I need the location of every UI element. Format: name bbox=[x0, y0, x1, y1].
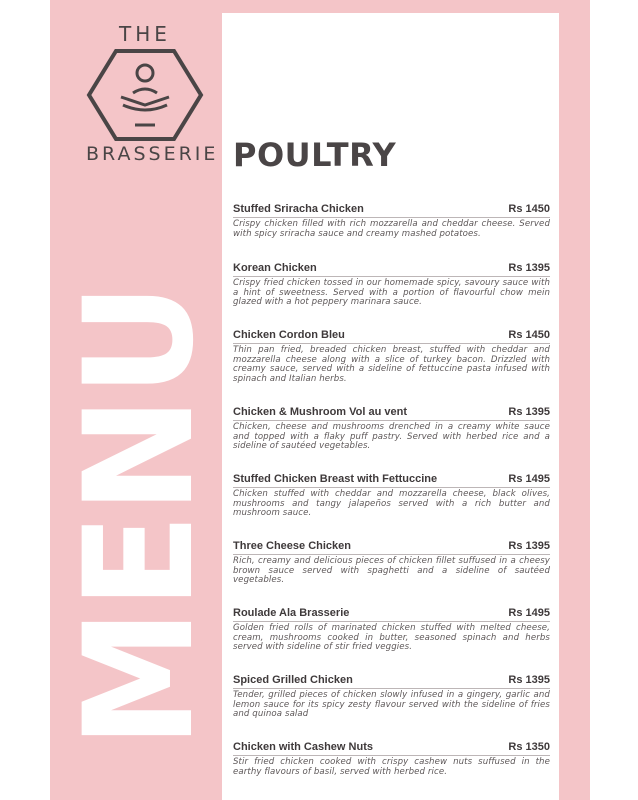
item-price: Rs 1395 bbox=[508, 540, 550, 552]
menu-item bbox=[233, 674, 550, 720]
item-description: Stir fried chicken cooked with crispy cashew nuts suffused in the earthy flavours of basil, served with herbed rice. bbox=[233, 757, 550, 777]
item-price: Rs 1350 bbox=[508, 741, 550, 753]
item-description: Golden fried rolls of marinated chicken stuffed with melted cheese, cream, mushrooms cooked in butter, seasoned spinach and herbs served with sideline of stir fried veggies. bbox=[233, 623, 550, 653]
item-name: Chicken & Mushroom Vol au vent bbox=[233, 406, 407, 418]
menu-word-text: MENU bbox=[53, 248, 227, 748]
item-name: Chicken Cordon Bleu bbox=[233, 329, 345, 341]
menu-item bbox=[233, 540, 550, 586]
item-price: Rs 1450 bbox=[508, 329, 550, 341]
item-name: Stuffed Chicken Breast with Fettuccine bbox=[233, 473, 438, 485]
item-name: Spiced Grilled Chicken bbox=[233, 674, 353, 686]
menu-item bbox=[233, 741, 550, 777]
item-name: Chicken with Cashew Nuts bbox=[233, 741, 373, 753]
item-name: Stuffed Sriracha Chicken bbox=[233, 203, 364, 215]
item-description: Thin pan fried, breaded chicken breast, stuffed with cheddar and mozzarella cheese along with a slice of turkey bacon. Drizzled with creamy sauce, served with a sideline of fettuccine pasta infused with spinach and Italian herbs. bbox=[233, 345, 550, 384]
item-price: Rs 1395 bbox=[508, 262, 550, 274]
brasserie-logo bbox=[86, 18, 219, 168]
section-title: POULTRY bbox=[233, 136, 397, 174]
item-description: Chicken stuffed with cheddar and mozzarella cheese, black olives, mushrooms and tangy jalapeños served with a rich butter and mushroom sauce. bbox=[233, 489, 550, 519]
item-description: Tender, grilled pieces of chicken slowly infused in a gingery, garlic and lemon sauce for its spicy zesty flavour served with the sideline of fries and quinoa salad bbox=[233, 690, 550, 720]
item-price: Rs 1395 bbox=[508, 674, 550, 686]
item-price: Rs 1395 bbox=[508, 406, 550, 418]
item-price: Rs 1495 bbox=[508, 607, 550, 619]
item-description: Rich, creamy and delicious pieces of chicken fillet suffused in a cheesy brown sauce served with spaghetti and a sideline of sautéed vegetables. bbox=[233, 556, 550, 586]
item-name: Roulade Ala Brasserie bbox=[233, 607, 350, 619]
logo-text-bottom: BRASSERIE bbox=[86, 143, 219, 165]
item-description: Crispy fried chicken tossed in our homemade spicy, savoury sauce with a hint of sweetness. Served with a portion of flavourful chow mein glazed with a hot peppery marinara sauce. bbox=[233, 278, 550, 308]
side-menu-word bbox=[53, 248, 227, 753]
item-price: Rs 1495 bbox=[508, 473, 550, 485]
menu-item bbox=[233, 262, 550, 308]
item-description: Chicken, cheese and mushrooms drenched in a creamy white sauce and topped with a flaky puff pastry. Served with herbed rice and a sideline of sautéed vegetables. bbox=[233, 422, 550, 452]
menu-item bbox=[233, 473, 550, 519]
menu-item bbox=[233, 607, 550, 653]
item-name: Korean Chicken bbox=[233, 262, 317, 274]
item-description: Crispy chicken filled with rich mozzarella and cheddar cheese. Served with spicy sriracha sauce and creamy mashed potatoes. bbox=[233, 219, 550, 239]
item-price: Rs 1450 bbox=[508, 203, 550, 215]
item-name: Three Cheese Chicken bbox=[233, 540, 351, 552]
menu-item bbox=[233, 203, 550, 239]
menu-item bbox=[233, 406, 550, 452]
logo-text-top: THE bbox=[119, 22, 171, 46]
menu-item bbox=[233, 329, 550, 384]
hexagon-chef-icon bbox=[87, 49, 203, 141]
